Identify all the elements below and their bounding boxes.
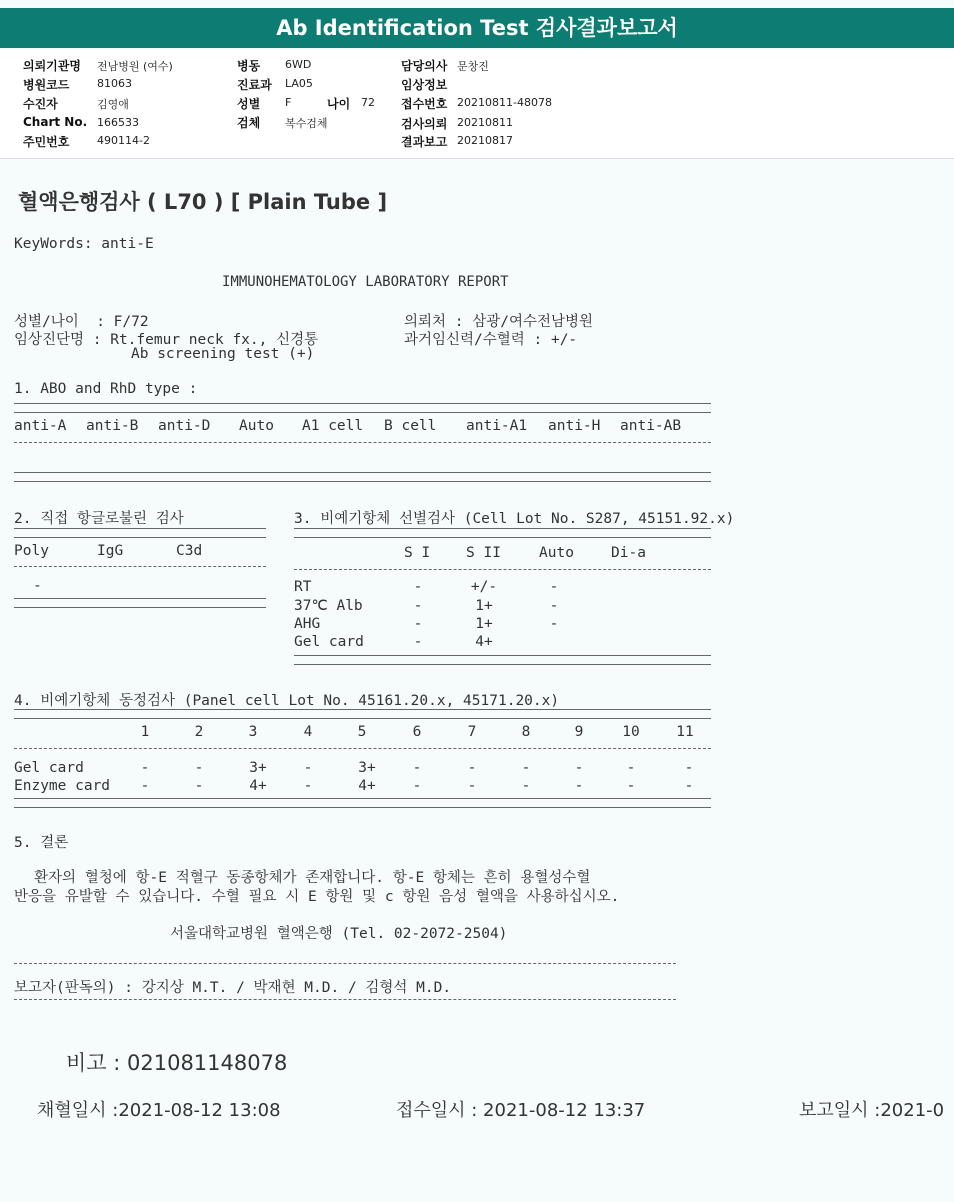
screen-row-rt-sii: +/- (470, 579, 498, 595)
panel-col-8: 8 (521, 724, 531, 740)
dat-rule-top (14, 528, 266, 538)
ward-value: 6WD (285, 58, 312, 71)
panel-col-10: 10 (622, 724, 640, 740)
keywords: KeyWords: anti-E (14, 236, 154, 252)
abo-h5: B cell (384, 418, 437, 434)
note-line: 비고 : 021081148078 (66, 1051, 288, 1075)
panel-gel-4: - (303, 760, 313, 776)
panel-gel-11: - (684, 760, 694, 776)
screen-rule-top (294, 528, 711, 538)
header-divider (0, 158, 954, 159)
doctor-value: 문창진 (457, 60, 489, 73)
abo-h8: anti-AB (620, 418, 682, 434)
dat-h2: C3d (176, 543, 203, 559)
panel-col-2: 2 (194, 724, 204, 740)
dat-rule-mid (14, 566, 266, 567)
request-value: 20210811 (457, 116, 513, 129)
abo-title: 1. ABO and RhD type : (14, 381, 198, 397)
screen-h3: Di-a (611, 545, 646, 561)
request-label: 검사의뢰 (401, 117, 448, 131)
specimen-value: 복수검체 (285, 117, 328, 130)
panel-rule-bottom (14, 798, 711, 808)
abo-rule-mid (14, 442, 711, 443)
code-value: 81063 (97, 77, 132, 90)
specimen-label: 검체 (237, 116, 261, 130)
screen-h2: Auto (539, 545, 574, 561)
code-label: 병원코드 (23, 78, 70, 92)
abo-h0: anti-A (14, 418, 67, 434)
abo-rule-top (14, 403, 711, 413)
chart-value: 166533 (97, 116, 139, 129)
screen-row-ahg-si: - (413, 616, 423, 632)
reporter-line: 보고자(판독의) : 강지상 M.T. / 박재현 M.D. / 김형석 M.D. (14, 980, 452, 996)
panel-row-enzyme-label: Enzyme card (14, 778, 111, 794)
received-time: 접수일시 : 2021-08-12 13:37 (396, 1100, 646, 1121)
panel-gel-6: - (412, 760, 422, 776)
dat-title: 2. 직접 항글로불린 검사 (14, 511, 184, 527)
abo-rule-bottom (14, 472, 711, 482)
panel-col-7: 7 (467, 724, 477, 740)
panel-enz-8: - (521, 778, 531, 794)
reporter-rule-top (14, 963, 676, 964)
conclusion-line-1: 환자의 혈청에 항-E 적혈구 동종항체가 존재합니다. 항-E 항체는 흔히 용혈성수혈 (34, 870, 591, 886)
panel-rule-mid (14, 748, 711, 749)
dept-label: 진료과 (237, 78, 272, 92)
abo-h4: A1 cell (302, 418, 364, 434)
screen-row-rt-label: RT (294, 579, 312, 595)
screen-row-alb-si: - (413, 598, 423, 614)
abo-h1: anti-B (86, 418, 139, 434)
screen-row-gel-si: - (413, 634, 423, 650)
screen-row-ahg-label: AHG (294, 616, 321, 632)
referral-line: 의뢰처 : 삼광/여수전남병원 (404, 314, 593, 330)
clinical-label: 임상정보 (401, 78, 448, 92)
abo-h2: anti-D (158, 418, 211, 434)
panel-enz-1: - (140, 778, 150, 794)
accession-value: 20210811-48078 (457, 96, 552, 109)
panel-row-gel-label: Gel card (14, 760, 84, 776)
panel-col-5: 5 (357, 724, 367, 740)
abo-h6: anti-A1 (466, 418, 528, 434)
screen-row-rt-auto: - (549, 579, 559, 595)
panel-col-11: 11 (676, 724, 694, 740)
receiver-value: 김영애 (97, 98, 129, 111)
reported-time: 보고일시 :2021-0 (799, 1100, 945, 1121)
hospital-label: 의뢰기관명 (23, 59, 81, 73)
report-banner: Ab Identification Test 검사결과보고서 (0, 8, 954, 48)
blood-bank-contact: 서울대학교병원 혈액은행 (Tel. 02-2072-2504) (170, 926, 508, 942)
conclusion-title: 5. 결론 (14, 835, 69, 851)
panel-enz-10: - (626, 778, 636, 794)
panel-gel-8: - (521, 760, 531, 776)
ssn-value: 490114-2 (97, 134, 150, 147)
panel-enz-3: 4+ (249, 778, 267, 794)
diagnosis-line: 임상진단명 : Rt.femur neck fx., 신경통 (14, 332, 319, 348)
screen-row-ahg-sii: 1+ (475, 616, 493, 632)
report-title: IMMUNOHEMATOLOGY LABORATORY REPORT (222, 274, 509, 290)
panel-gel-10: - (626, 760, 636, 776)
panel-enz-4: - (303, 778, 313, 794)
report-value: 20210817 (457, 134, 513, 147)
panel-enz-9: - (574, 778, 584, 794)
dat-h0: Poly (14, 543, 49, 559)
patient-info-header (0, 50, 954, 158)
panel-gel-1: - (140, 760, 150, 776)
chart-label: Chart No. (23, 115, 88, 129)
screen-row-alb-sii: 1+ (475, 598, 493, 614)
screen-h0: S I (404, 545, 431, 561)
panel-col-4: 4 (303, 724, 313, 740)
ward-label: 병동 (237, 59, 261, 73)
panel-gel-2: - (194, 760, 204, 776)
doctor-label: 담당의사 (401, 59, 448, 73)
sex-age-line: 성별/나이 : F/72 (14, 314, 149, 330)
history-line: 과거임신력/수혈력 : +/- (404, 332, 578, 348)
section-title: 혈액은행검사 ( L70 ) [ Plain Tube ] (18, 190, 388, 214)
age-label: 나이 (327, 97, 351, 111)
screen-title: 3. 비예기항체 선별검사 (Cell Lot No. S287, 45151.92.x) (294, 511, 735, 527)
screen-row-alb-auto: - (549, 598, 559, 614)
dat-h1: IgG (97, 543, 124, 559)
panel-col-3: 3 (248, 724, 258, 740)
screen-row-ahg-auto: - (549, 616, 559, 632)
abo-h3: Auto (239, 418, 274, 434)
panel-gel-3: 3+ (249, 760, 267, 776)
dept-value: LA05 (285, 77, 313, 90)
screen-rule-mid (294, 569, 711, 570)
screen-h1: S II (466, 545, 501, 561)
sex-label: 성별 (237, 97, 261, 111)
sex-value: F (285, 96, 292, 109)
conclusion-line-2: 반응을 유발할 수 있습니다. 수혈 필요 시 E 항원 및 c 항원 음성 혈액을 사용하십시오. (14, 889, 620, 905)
panel-rule-top (14, 709, 711, 719)
dat-rule-bottom (14, 598, 266, 608)
panel-enz-2: - (194, 778, 204, 794)
panel-enz-6: - (412, 778, 422, 794)
reporter-rule-bottom (14, 999, 676, 1000)
screen-row-gel-sii: 4+ (475, 634, 493, 650)
panel-col-1: 1 (140, 724, 150, 740)
hospital-value: 전남병원 (여수) (97, 60, 173, 73)
accession-label: 접수번호 (401, 97, 448, 111)
ssn-label: 주민번호 (23, 135, 70, 149)
panel-gel-7: - (467, 760, 477, 776)
receiver-label: 수진자 (23, 97, 58, 111)
screening-line: Ab screening test (+) (131, 346, 315, 362)
collected-time: 채혈일시 :2021-08-12 13:08 (37, 1100, 281, 1121)
panel-title: 4. 비예기항체 동정검사 (Panel cell Lot No. 45161.20.x, 45171.20.x) (14, 693, 560, 709)
panel-enz-5: 4+ (358, 778, 376, 794)
panel-gel-9: - (574, 760, 584, 776)
panel-enz-7: - (467, 778, 477, 794)
age-value: 72 (361, 96, 375, 109)
screen-row-alb-label: 37℃ Alb (294, 598, 363, 614)
panel-enz-11: - (684, 778, 694, 794)
screen-row-rt-si: - (413, 579, 423, 595)
panel-col-6: 6 (412, 724, 422, 740)
panel-gel-5: 3+ (358, 760, 376, 776)
dat-poly-value: - (33, 578, 42, 594)
screen-row-gel-label: Gel card (294, 634, 364, 650)
abo-h7: anti-H (548, 418, 601, 434)
report-label: 결과보고 (401, 135, 448, 149)
screen-rule-bottom (294, 655, 711, 665)
panel-col-9: 9 (574, 724, 584, 740)
